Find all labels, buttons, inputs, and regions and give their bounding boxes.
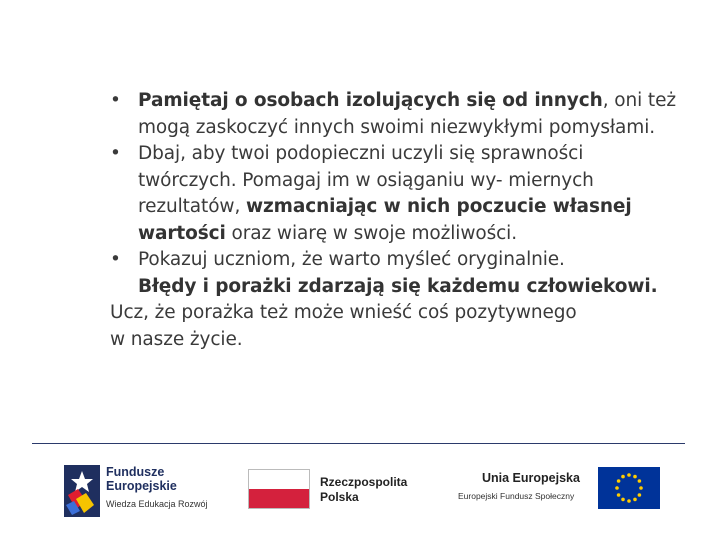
rp-line1: Rzeczpospolita — [320, 475, 408, 489]
bullet-text: Pokazuj uczniom, że warto myśleć oryginalnie. — [138, 249, 565, 270]
closing-line-1: Ucz, że porażka też może wnieść coś pozytywnego — [110, 302, 577, 323]
fundusze-line2: Europejskie — [106, 479, 177, 493]
bullet-bold-text: Błędy i porażki zdarzają się każdemu człowiekowi. — [138, 275, 658, 297]
bullet-bold-text: Pamiętaj o osobach izolujących się od innych — [138, 90, 603, 111]
bullet-bold-text: wzmacniając w nich poczucie własnej wartości — [138, 196, 632, 244]
ue-line1: Unia Europejska — [482, 471, 580, 485]
closing-line-2: w nasze życie. — [110, 328, 243, 350]
bullet-item — [110, 141, 680, 247]
fundusze-line1: Fundusze — [106, 465, 165, 479]
rp-line2: Polska — [320, 490, 359, 504]
bullet-text: oraz wiarę w swoje możliwości. — [225, 222, 518, 244]
ue-line2: Europejski Fundusz Społeczny — [458, 491, 575, 501]
bullet-text: Dbaj, aby twoi podopieczni uczyli się sprawności twórczych. Pomagaj im w osiąganiu wy- miernych rezultatów, — [138, 143, 594, 217]
unia-europejska-logo — [458, 467, 663, 515]
closing-text — [110, 300, 680, 353]
bullet-item — [110, 88, 680, 141]
slide-body — [110, 88, 680, 353]
rzeczpospolita-polska-logo — [248, 469, 428, 513]
polish-flag-icon — [248, 469, 310, 509]
bullet-text: , oni też mogą zaskoczyć innych swoimi niezwykłymi pomysłami. — [138, 90, 676, 138]
fundusze-line3: Wiedza Edukacja Rozwój — [106, 499, 208, 509]
eu-flag-icon — [598, 467, 660, 509]
bullet-marker: • — [110, 249, 121, 270]
fundusze-emblem-icon — [64, 465, 100, 517]
bullet-marker: • — [110, 143, 121, 164]
bullet-marker: • — [110, 90, 121, 111]
fundusze-europejskie-logo — [64, 463, 214, 523]
footer-logos — [0, 455, 720, 530]
footer-divider — [32, 443, 685, 444]
bullet-item — [110, 247, 680, 300]
